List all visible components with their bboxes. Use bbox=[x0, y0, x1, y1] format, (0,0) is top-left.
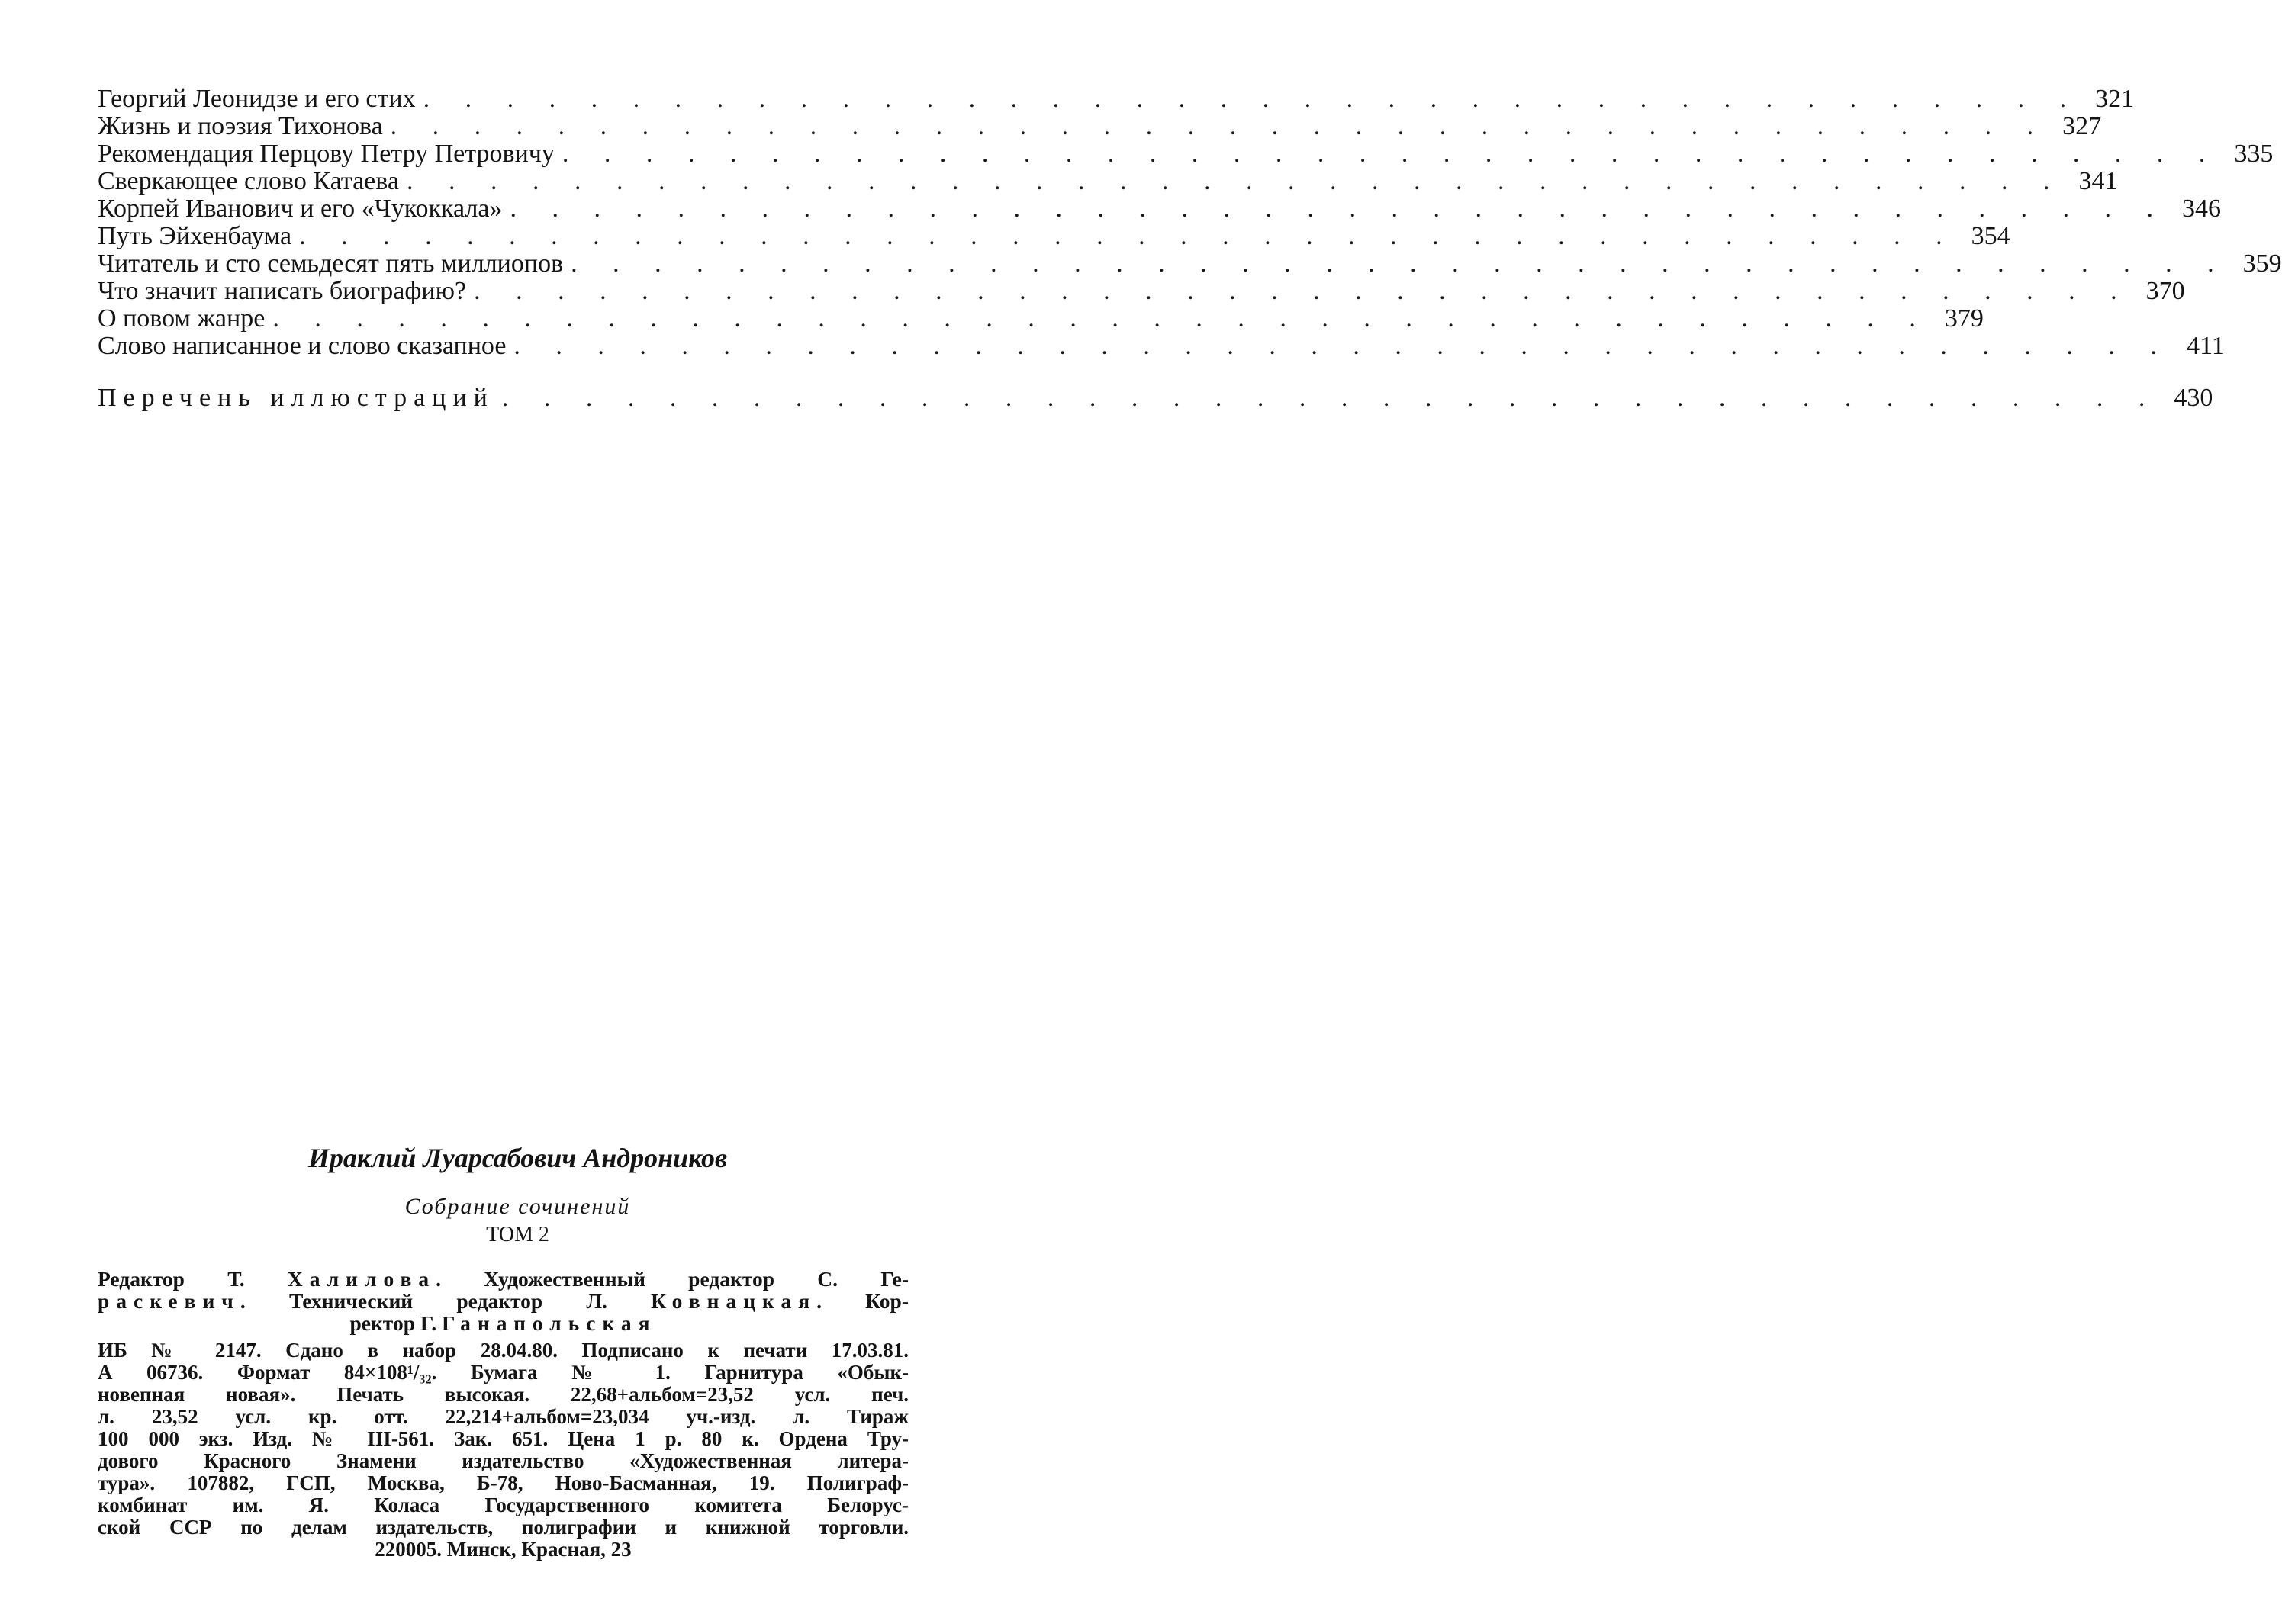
credits-text: . Кор- bbox=[816, 1289, 909, 1313]
toc-illustrations-title: Перечень иллюстраций bbox=[98, 384, 494, 412]
toc-dot-leader: . . . . . . . . . . . . . . . . . . . . . . . . . . . . . . . . . . . . . . . . bbox=[513, 332, 2171, 360]
toc-dot-leader: . . . . . . . . . . . . . . . . . . . . . . . . . . . . . . . . . . . . . . . . bbox=[406, 167, 2065, 195]
toc-entry-page: 335 bbox=[2234, 140, 2274, 168]
toc-entry-title: О повом жанре bbox=[98, 304, 266, 333]
toc-entry-title: Рекомендация Перцову Петру Петровичу bbox=[98, 140, 555, 168]
toc-entry-page: 379 bbox=[1944, 304, 1984, 333]
toc-entry bbox=[98, 222, 2010, 250]
toc-entry-page: 359 bbox=[2242, 249, 2282, 278]
publication-imprint bbox=[98, 1339, 909, 1561]
credits-text: Редактор Т. bbox=[98, 1267, 288, 1291]
imprint-line: л. 23,52 усл. кр. отт. 22,214+альбом=23,034 уч.-изд. л. Тираж bbox=[98, 1405, 909, 1428]
credits-line bbox=[98, 1268, 909, 1290]
imprint-line: А 06736. Формат 84×108¹/₃₂. Бумага № 1. Гарнитура «Обык- bbox=[98, 1361, 909, 1384]
toc-dot-leader: . . . . . . . . . . . . . . . . . . . . . . . . . . . . . . . . . . . . . . . . bbox=[510, 195, 2168, 223]
toc-entry bbox=[98, 304, 1984, 333]
toc-entry bbox=[98, 249, 2282, 278]
series-title: Собрание сочинений bbox=[404, 1194, 631, 1219]
toc-entry-page: 327 bbox=[2062, 112, 2102, 140]
imprint-line: 220005. Минск, Красная, 23 bbox=[375, 1538, 632, 1561]
toc-dot-leader: . . . . . . . . . . . . . . . . . . . . . . . . . . . . . . . . . . . . . . . . bbox=[272, 304, 1930, 333]
imprint-line: дового Красного Знамени издательство «Художественная литера- bbox=[98, 1449, 909, 1472]
toc-entry-page: 346 bbox=[2182, 195, 2222, 223]
credits-line bbox=[98, 1312, 909, 1334]
toc-entry bbox=[98, 167, 2118, 195]
toc-entry bbox=[98, 195, 2222, 223]
credits-text: . Художественный редактор С. Ге- bbox=[436, 1267, 909, 1291]
author-name: Ираклий Луарсабович Андроников bbox=[307, 1143, 728, 1173]
toc-dot-leader: . . . . . . . . . . . . . . . . . . . . . . . . . . . . . . . . . . . . . . . . bbox=[501, 384, 2160, 412]
toc-entry bbox=[98, 112, 2102, 140]
imprint-line: тура». 107882, ГСП, Москва, Б-78, Ново-Басманная, 19. Полиграф- bbox=[98, 1471, 909, 1494]
toc-entry-title: Корпей Иванович и его «Чукоккала» bbox=[98, 195, 503, 223]
toc-entry-title: Что значит написать биографию? bbox=[98, 277, 467, 305]
toc-entry-title: Сверкающее слово Катаева bbox=[98, 167, 399, 195]
toc-dot-leader: . . . . . . . . . . . . . . . . . . . . . . . . . . . . . . . . . . . . . . . . bbox=[423, 85, 2081, 113]
credits-line bbox=[98, 1290, 909, 1312]
imprint-line: комбинат им. Я. Коласа Государственного комитета Белорус- bbox=[98, 1494, 909, 1516]
imprint-line: ИБ № 2147. Сдано в набор 28.04.80. Подписано к печати 17.03.81. bbox=[98, 1339, 909, 1362]
proofreader-name: Ганапольская bbox=[442, 1311, 657, 1335]
toc-entry-page: 341 bbox=[2078, 167, 2118, 195]
toc-entry-title: Слово написанное и слово сказапное bbox=[98, 332, 507, 360]
toc-entry-title: Жизнь и поэзия Тихонова bbox=[98, 112, 383, 140]
imprint-line: новепная новая». Печать высокая. 22,68+альбом=23,52 усл. печ. bbox=[98, 1383, 909, 1406]
toc-illustrations-page: 430 bbox=[2174, 384, 2213, 412]
imprint-line: ской ССР по делам издательств, полиграфии и книжной торговли. bbox=[98, 1516, 909, 1539]
imprint-line: 100 000 экз. Изд. № III-561. Зак. 651. Цена 1 р. 80 к. Ордена Тру- bbox=[98, 1427, 909, 1450]
toc-dot-leader: . . . . . . . . . . . . . . . . . . . . . . . . . . . . . . . . . . . . . . . . bbox=[571, 249, 2229, 278]
volume-number: ТОМ 2 bbox=[486, 1223, 549, 1246]
toc-entry bbox=[98, 332, 2225, 360]
credits-text: . Технический редактор Л. bbox=[240, 1289, 652, 1313]
toc-entry-title: Путь Эйхенбаума bbox=[98, 222, 292, 250]
toc-illustrations-entry bbox=[98, 384, 2213, 412]
editorial-credits bbox=[98, 1268, 909, 1334]
toc-entry bbox=[98, 140, 2274, 168]
toc-entry-page: 354 bbox=[1971, 222, 2010, 250]
toc-entry-page: 411 bbox=[2187, 332, 2225, 360]
toc-dot-leader: . . . . . . . . . . . . . . . . . . . . . . . . . . . . . . . . . . . . . . . . bbox=[474, 277, 2132, 305]
toc-entry-page: 370 bbox=[2145, 277, 2185, 305]
toc-entry bbox=[98, 277, 2185, 305]
table-of-contents bbox=[98, 85, 2282, 412]
toc-entry bbox=[98, 85, 2135, 113]
toc-entry-title: Читатель и сто семьдесят пять миллиопов bbox=[98, 249, 564, 278]
credits-text: ректор Г. bbox=[349, 1311, 443, 1335]
toc-dot-leader: . . . . . . . . . . . . . . . . . . . . . . . . . . . . . . . . . . . . . . . . bbox=[562, 140, 2220, 168]
toc-dot-leader: . . . . . . . . . . . . . . . . . . . . . . . . . . . . . . . . . . . . . . . . bbox=[390, 112, 2049, 140]
toc-entry-page: 321 bbox=[2095, 85, 2135, 113]
toc-entry-title: Георгий Леонидзе и его стих bbox=[98, 85, 416, 113]
toc-dot-leader: . . . . . . . . . . . . . . . . . . . . . . . . . . . . . . . . . . . . . . . . bbox=[299, 222, 1957, 250]
art-editor-name: раскевич bbox=[98, 1289, 240, 1313]
editor-name: Халилова bbox=[287, 1267, 436, 1291]
technical-editor-name: Ковнацкая bbox=[651, 1289, 817, 1313]
